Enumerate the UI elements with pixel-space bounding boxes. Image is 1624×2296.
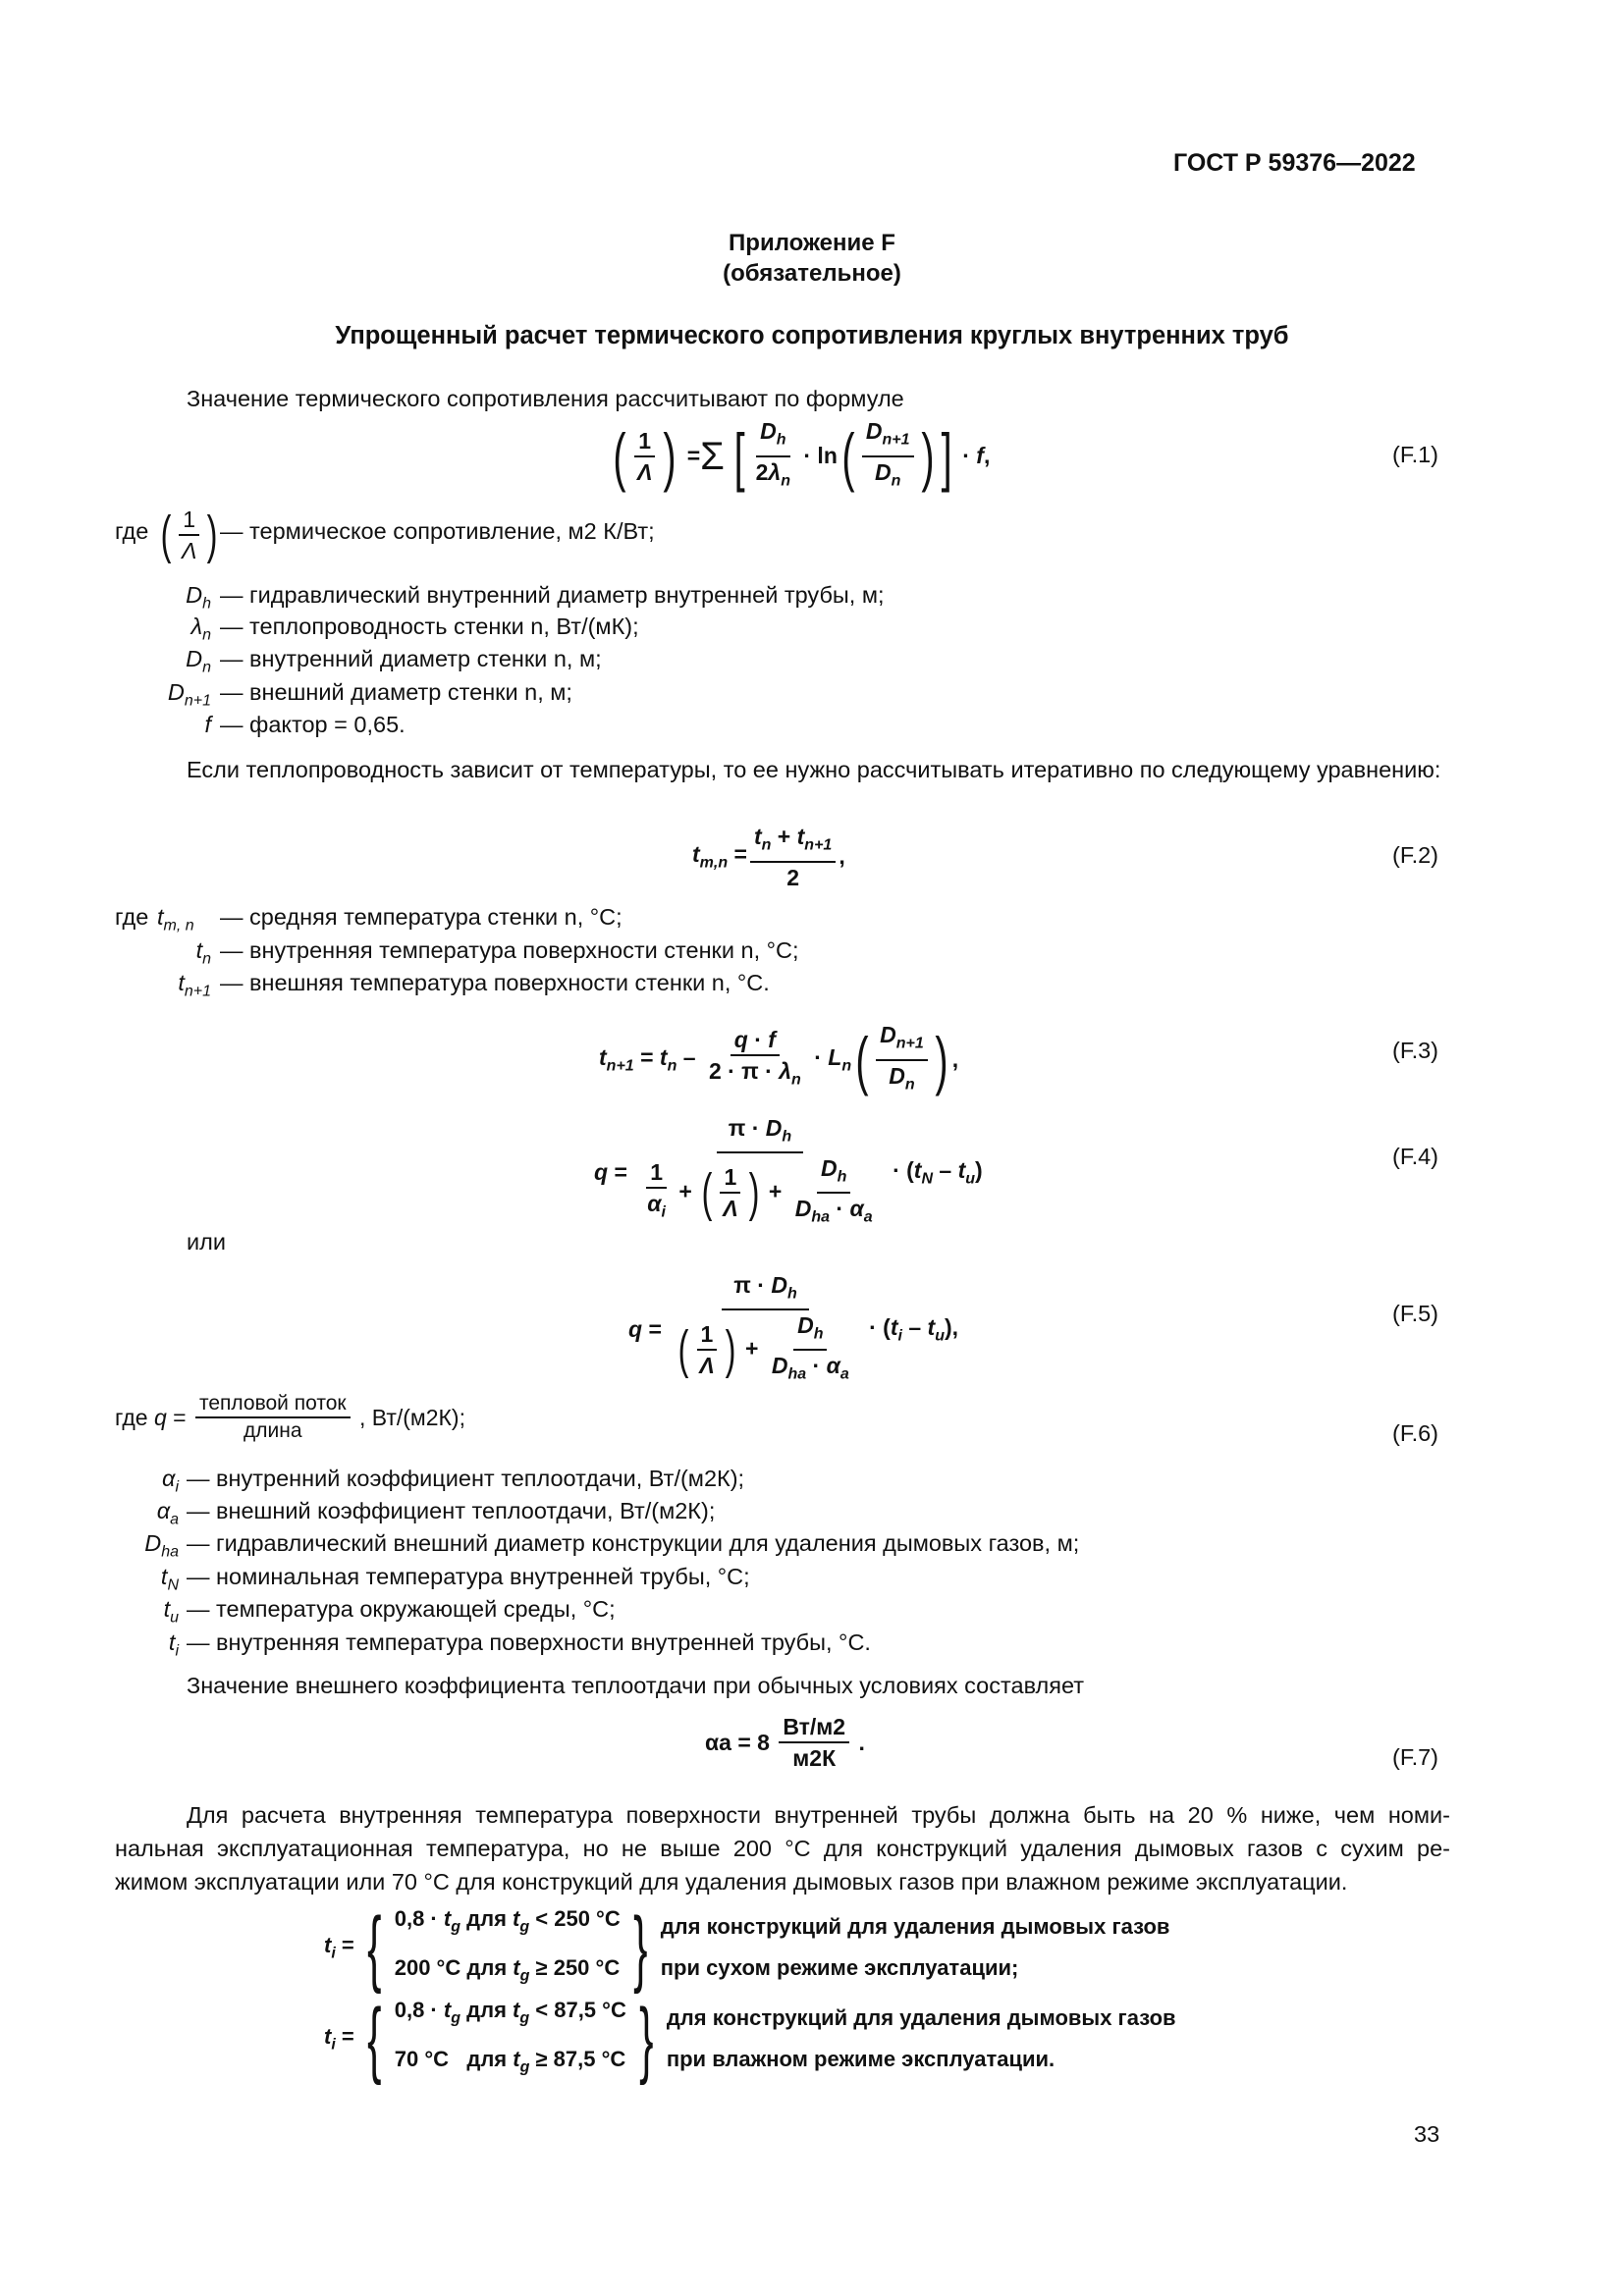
eq-number-f4: (F.4) — [1392, 1144, 1438, 1169]
paragraph-design-line-2: нальная эксплуатационная температура, но не выше 200 °C для конструкций удаления дымовых газов с сухим ре- — [115, 1836, 1450, 1861]
f7-lhs: αa = 8 — [705, 1729, 770, 1755]
def-row-9: — внешняя температура поверхности стенки n, °C. — [220, 970, 770, 995]
paragraph-design-line-3: жимом эксплуатации или 70 °C для конструкций для удаления дымовых газов при влажном режиме эксплуатации. — [115, 1869, 1348, 1895]
def-symbol-alpha-a: $\alpha_a$ — [156, 1498, 179, 1528]
formula-f4: q = $\pi \cdot D_h$ $\frac{1}{\alpha_i}$ + ( $\frac{1}{\Lambda}$ ) + $\frac{D_h}{D_{ha} \cdot \alpha_a}$ · $(t_N - t_u)$ — [594, 1115, 983, 1226]
def-row-6: — фактор = 0,65. — [220, 712, 406, 737]
def-row-2: — гидравлический внутренний диаметр внутренней трубы, м; — [220, 582, 885, 608]
def-row-13: — номинальная температура внутренней трубы, °C; — [187, 1564, 750, 1589]
formula-f7: αa = 8 $\frac{Вт/м2}{м2К}$ . — [705, 1714, 865, 1771]
def-row-7: — средняя температура стенки n, °C; — [220, 904, 623, 930]
q-def-unit: , Вт/(м2К); — [358, 1404, 465, 1430]
def-symbol-dh: $D_h$ — [186, 582, 211, 613]
formula-f2: $t_{m,n}$ = $\frac{t_n + t_{n+1}}{2}$ , — [692, 824, 845, 890]
eq-number-f3: (F.3) — [1392, 1038, 1438, 1063]
for-word: для — [466, 2047, 508, 2072]
eq-number-f1: (F.1) — [1392, 442, 1438, 467]
def-row-3: — теплопроводность стенки n, Вт/(мК); — [220, 614, 639, 639]
formula-f5: q = $\pi \cdot D_h$ ( $\frac{1}{\Lambda}$ ) + $\frac{D_h}{D_{ha} \cdot \alpha_a}$ · $(t_i - t_u)$, — [628, 1272, 959, 1383]
intro-text: Значение термического сопротивления рассчитывают по формуле — [187, 386, 904, 411]
def-row-12: — гидравлический внешний диаметр конструкции для удаления дымовых газов, м; — [187, 1530, 1080, 1556]
paragraph-design-line-1: Для расчета внутренняя температура поверхности внутренней трубы должна быть на 20 % ниже, чем номи- — [187, 1802, 1450, 1828]
def-row-15: — внутренняя температура поверхности внутренней трубы, °C. — [187, 1629, 871, 1655]
def-row-14: — температура окружающей среды, °C; — [187, 1596, 616, 1622]
for-word: для — [466, 1955, 508, 1981]
eq-number-f7: (F.7) — [1392, 1744, 1438, 1770]
dry-row1-cond: < 250 °C — [535, 1906, 621, 1931]
dry-row2-val: 200 °C — [394, 1955, 461, 1981]
dry-row1-val: 0,8 · — [394, 1906, 438, 1931]
def-symbol-ti: $t_i$ — [168, 1629, 179, 1660]
page-number: 33 — [1414, 2121, 1440, 2147]
def-symbol-tn: $t_n$ — [195, 937, 211, 968]
def-symbol-lambda-resistance: ( $\frac{1}{\Lambda}$ ) — [160, 506, 218, 564]
for-word: для — [466, 1998, 507, 2022]
def-symbol-lambda-n: $\lambda_n$ — [190, 614, 211, 644]
wet-row2-val: 70 °C — [394, 2047, 450, 2072]
eq-number-f6: (F.6) — [1392, 1420, 1438, 1446]
wet-note-1: для конструкций для удаления дымовых газов — [666, 2005, 1176, 2031]
dry-note-2: при сухом режиме эксплуатации; — [660, 1955, 1019, 1981]
def-row-10: — внутренний коэффициент теплоотдачи, Вт/(м2К); — [187, 1466, 745, 1491]
def-symbol-dn: $D_n$ — [186, 646, 211, 676]
formula-cases-wet: $t_i$ = { $0,8 \cdot t_g$ для $t_g < 87,5$ °C 70 °C для $t_g \ge 87,5$ °C } для конструкций для удаления дымовых газов при влажном режиме эксплуатации. — [324, 1992, 1176, 2087]
dry-row2-cond: ≥ 250 °C — [535, 1955, 621, 1981]
def-symbol-tN: $t_N$ — [160, 1564, 179, 1594]
f7-num: Вт/м2 — [779, 1713, 849, 1743]
or-word: или — [187, 1229, 226, 1255]
def-symbol-tu: $t_u$ — [163, 1596, 179, 1627]
def-symbol-dha: $D_{ha}$ — [144, 1530, 179, 1561]
eq-number-f2: (F.2) — [1392, 842, 1438, 868]
wet-row1-val: 0,8 · — [394, 1998, 438, 2022]
appendix-title: Приложение F — [729, 230, 895, 256]
eq-number-f5: (F.5) — [1392, 1301, 1438, 1326]
external-coef-text: Значение внешнего коэффициента теплоотдачи при обычных условиях составляет — [187, 1673, 1084, 1698]
wet-row2-cond: ≥ 87,5 °C — [535, 2047, 626, 2072]
def-row-1: — термическое сопротивление, м2 К/Вт; — [220, 518, 655, 544]
appendix-heading: Упрощенный расчет термического сопротивления круглых внутренних труб — [335, 322, 1289, 349]
f7-den: м2К — [792, 1745, 837, 1771]
formula-f1: ( $\frac{1}{\Lambda}$ ) =Σ [ $\frac{D_h}{2\lambda_n}$ · ln( $\frac{D_{n+1}}{D_n}$ ) ] · f, — [613, 418, 991, 493]
def-row-11: — внешний коэффициент теплоотдачи, Вт/(м2К); — [187, 1498, 716, 1523]
where-label-3: где — [115, 1404, 148, 1430]
q-def-denominator: длина — [244, 1419, 302, 1442]
def-row-4: — внутренний диаметр стенки n, м; — [220, 646, 602, 671]
standard-number: ГОСТ Р 59376—2022 — [1173, 149, 1416, 177]
where-label-2: где — [115, 904, 149, 930]
appendix-status: (обязательное) — [723, 260, 901, 287]
wet-note-2: при влажном режиме эксплуатации. — [666, 2047, 1056, 2072]
for-word: для — [466, 1906, 507, 1931]
def-row-8: — внутренняя температура поверхности стенки n, °C; — [220, 937, 799, 963]
formula-f3: $t_{n+1} = t_n$ – $\frac{q \cdot f}{2 \cdot \pi \cdot \lambda_n}$ · $L_n$( $\frac{D_{n+1}}{D_n}$ ) , — [599, 1022, 959, 1096]
def-symbol-f: f — [204, 712, 211, 737]
paragraph-iterative — [115, 753, 1450, 786]
paragraph-design — [115, 1798, 1450, 1898]
def-symbol-alpha-i: $\alpha_i$ — [162, 1466, 179, 1496]
def-symbol-tmn: $t_{m, n}$ — [157, 904, 194, 934]
wet-row1-cond: < 87,5 °C — [535, 1998, 626, 2022]
where-label-1: где — [115, 518, 149, 544]
paragraph-iterative-text: Если теплопроводность зависит от температуры, то ее нужно рассчитывать итеративно по следующему уравнению: — [187, 757, 1441, 782]
def-row-5: — внешний диаметр стенки n, м; — [220, 679, 572, 705]
formula-cases-dry: $t_i$ = { $0,8 \cdot t_g$ для $t_g < 250$ °C 200 °C для $t_g \ge 250$ °C } для конструкций для удаления дымовых газов при сухом режиме эксплуатации; — [324, 1900, 1170, 1996]
q-def-numerator: тепловой поток — [195, 1392, 351, 1418]
def-symbol-dn1: $D_{n+1}$ — [167, 679, 211, 710]
def-symbol-tn1: $t_{n+1}$ — [178, 970, 211, 1000]
formula-f6: где q = $\frac{\text{тепловой поток}}{\text{длина}}$ , Вт/(м2К); — [115, 1392, 465, 1442]
dry-note-1: для конструкций для удаления дымовых газов — [660, 1914, 1170, 1940]
